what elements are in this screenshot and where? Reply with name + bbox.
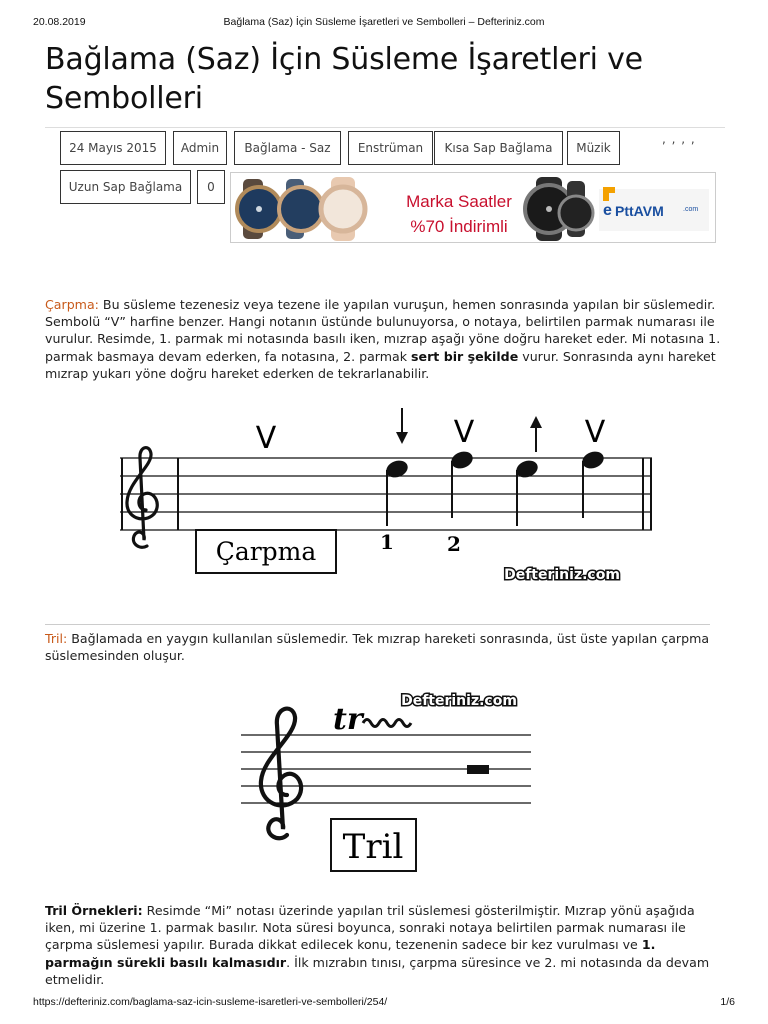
arrow-up-icon xyxy=(530,416,542,452)
print-date: 20.08.2019 xyxy=(33,16,86,28)
section-divider xyxy=(45,624,710,625)
category-tag-kisa-sap[interactable]: Kısa Sap Bağlama xyxy=(434,131,563,165)
svg-text:e: e xyxy=(603,202,612,219)
watermark: Defteriniz.com xyxy=(401,693,517,709)
tril-figure xyxy=(235,685,535,880)
tril-symbol: tr xyxy=(333,702,363,737)
print-title: Bağlama (Saz) İçin Süsleme İşaretleri ve Sembolleri – Defteriniz.com xyxy=(223,16,545,28)
watermark: Defteriniz.com xyxy=(504,567,620,583)
carpma-v-symbol: V xyxy=(453,415,475,450)
print-footer xyxy=(33,996,735,1010)
tril-paragraph xyxy=(45,630,725,664)
tag-separators: , , , , xyxy=(662,132,696,146)
tril-text: Bağlamada en yaygın kullanılan süslemedir. Tek mızrap hareketi sonrasında, üst üste yapılan çarpma süslemesinden oluşur. xyxy=(45,631,710,664)
tril-ornek-bold: 1. parmağın sürekli basılı kalmasıdır xyxy=(45,937,656,970)
finger-number-2: 2 xyxy=(447,532,461,556)
carpma-v-symbol: V xyxy=(584,415,606,450)
tril-label-text: Tril xyxy=(342,827,404,867)
carpma-paragraph xyxy=(45,296,725,382)
carpma-bold: sert bir şekilde xyxy=(411,348,519,364)
treble-clef-icon xyxy=(127,448,157,548)
tril-ornek-paragraph xyxy=(45,902,725,988)
carpma-label-text: Çarpma xyxy=(215,537,317,566)
post-date-tag[interactable]: 24 Mayıs 2015 xyxy=(60,131,166,165)
author-tag[interactable]: Admin xyxy=(173,131,227,165)
category-tag-uzun-sap[interactable]: Uzun Sap Bağlama xyxy=(60,170,191,204)
ad-line2: %70 İndirimli xyxy=(410,217,508,236)
tril-ornek-text-1: Resimde “Mi” notası üzerinde yapılan tril süslemesi gösterilmiştir. Mızrap yönü aşağıda iken, mi üzerine 1. parmak basılır. Nota süresi boyunca, sonraki notaya belirtilen parmak numarası ile çarpma süslemesi yapılır. Burada dikkat edilecek konu, tezenenin sadece bir kez vurulması ve xyxy=(45,903,695,953)
category-tag-baglama-saz[interactable]: Bağlama - Saz xyxy=(234,131,341,165)
tril-wavy-line xyxy=(363,720,411,727)
note-mi xyxy=(514,458,540,526)
note-fa xyxy=(580,449,606,518)
note-mi xyxy=(384,458,410,526)
tril-ornek-text-2: . İlk mızrabın tınısı, çarpma süresince ve 2. mi notasında da devam etmelidir. xyxy=(45,954,710,987)
carpma-label: Çarpma: xyxy=(45,297,99,312)
page-number: 1/6 xyxy=(720,996,735,1008)
tril-label: Tril: xyxy=(45,631,68,646)
page-title: Bağlama (Saz) İçin Süsleme İşaretleri ve Sembolleri xyxy=(45,42,643,116)
ad-brand: PttAVM xyxy=(615,203,664,219)
category-tag-muzik[interactable]: Müzik xyxy=(567,131,620,165)
tril-ornek-label: Tril Örnekleri: xyxy=(45,903,143,918)
half-rest-icon xyxy=(467,765,489,774)
print-url: https://defteriniz.com/baglama-saz-icin-susleme-isaretleri-ve-sembolleri/254/ xyxy=(33,996,388,1008)
ad-line1: Marka Saatler xyxy=(406,192,512,211)
note-fa xyxy=(449,449,475,518)
category-tag-enstruman[interactable]: Enstrüman xyxy=(348,131,433,165)
arrow-down-icon xyxy=(396,408,408,444)
comment-count-tag[interactable]: 0 xyxy=(197,170,225,204)
carpma-figure xyxy=(100,398,680,598)
ad-banner[interactable] xyxy=(230,172,716,243)
carpma-v-symbol: V xyxy=(255,421,277,456)
carpma-text-1: Bu süsleme tezenesiz veya tezene ile yapılan vuruşun, hemen sonrasında yapılan bir süslemedir. Sembolü “V” harfine benzer. Hangi notanın üstünde bulunuyorsa, o notaya, belirtilen parmak numarası ile vurulur. Resimde, 1. parmak mi notasında basılı iken, mızrap aşağı yöne doğru hareket eder. Mi notasına 1. parmak basmaya devam ederken, fa notasına, 2. parmak xyxy=(45,297,721,364)
meta-divider xyxy=(45,127,725,128)
ad-banner-graphic xyxy=(231,173,716,243)
treble-clef-icon xyxy=(261,709,301,839)
pttavm-logo xyxy=(599,187,709,231)
carpma-text-2: vurur. Sonrasında aynı hareket mızrap yukarı yöne doğru hareket ederken de tekrarlanabilir. xyxy=(45,348,716,381)
finger-number-1: 1 xyxy=(380,530,394,554)
print-header xyxy=(33,16,735,30)
ad-brand-suffix: .com xyxy=(683,206,699,213)
